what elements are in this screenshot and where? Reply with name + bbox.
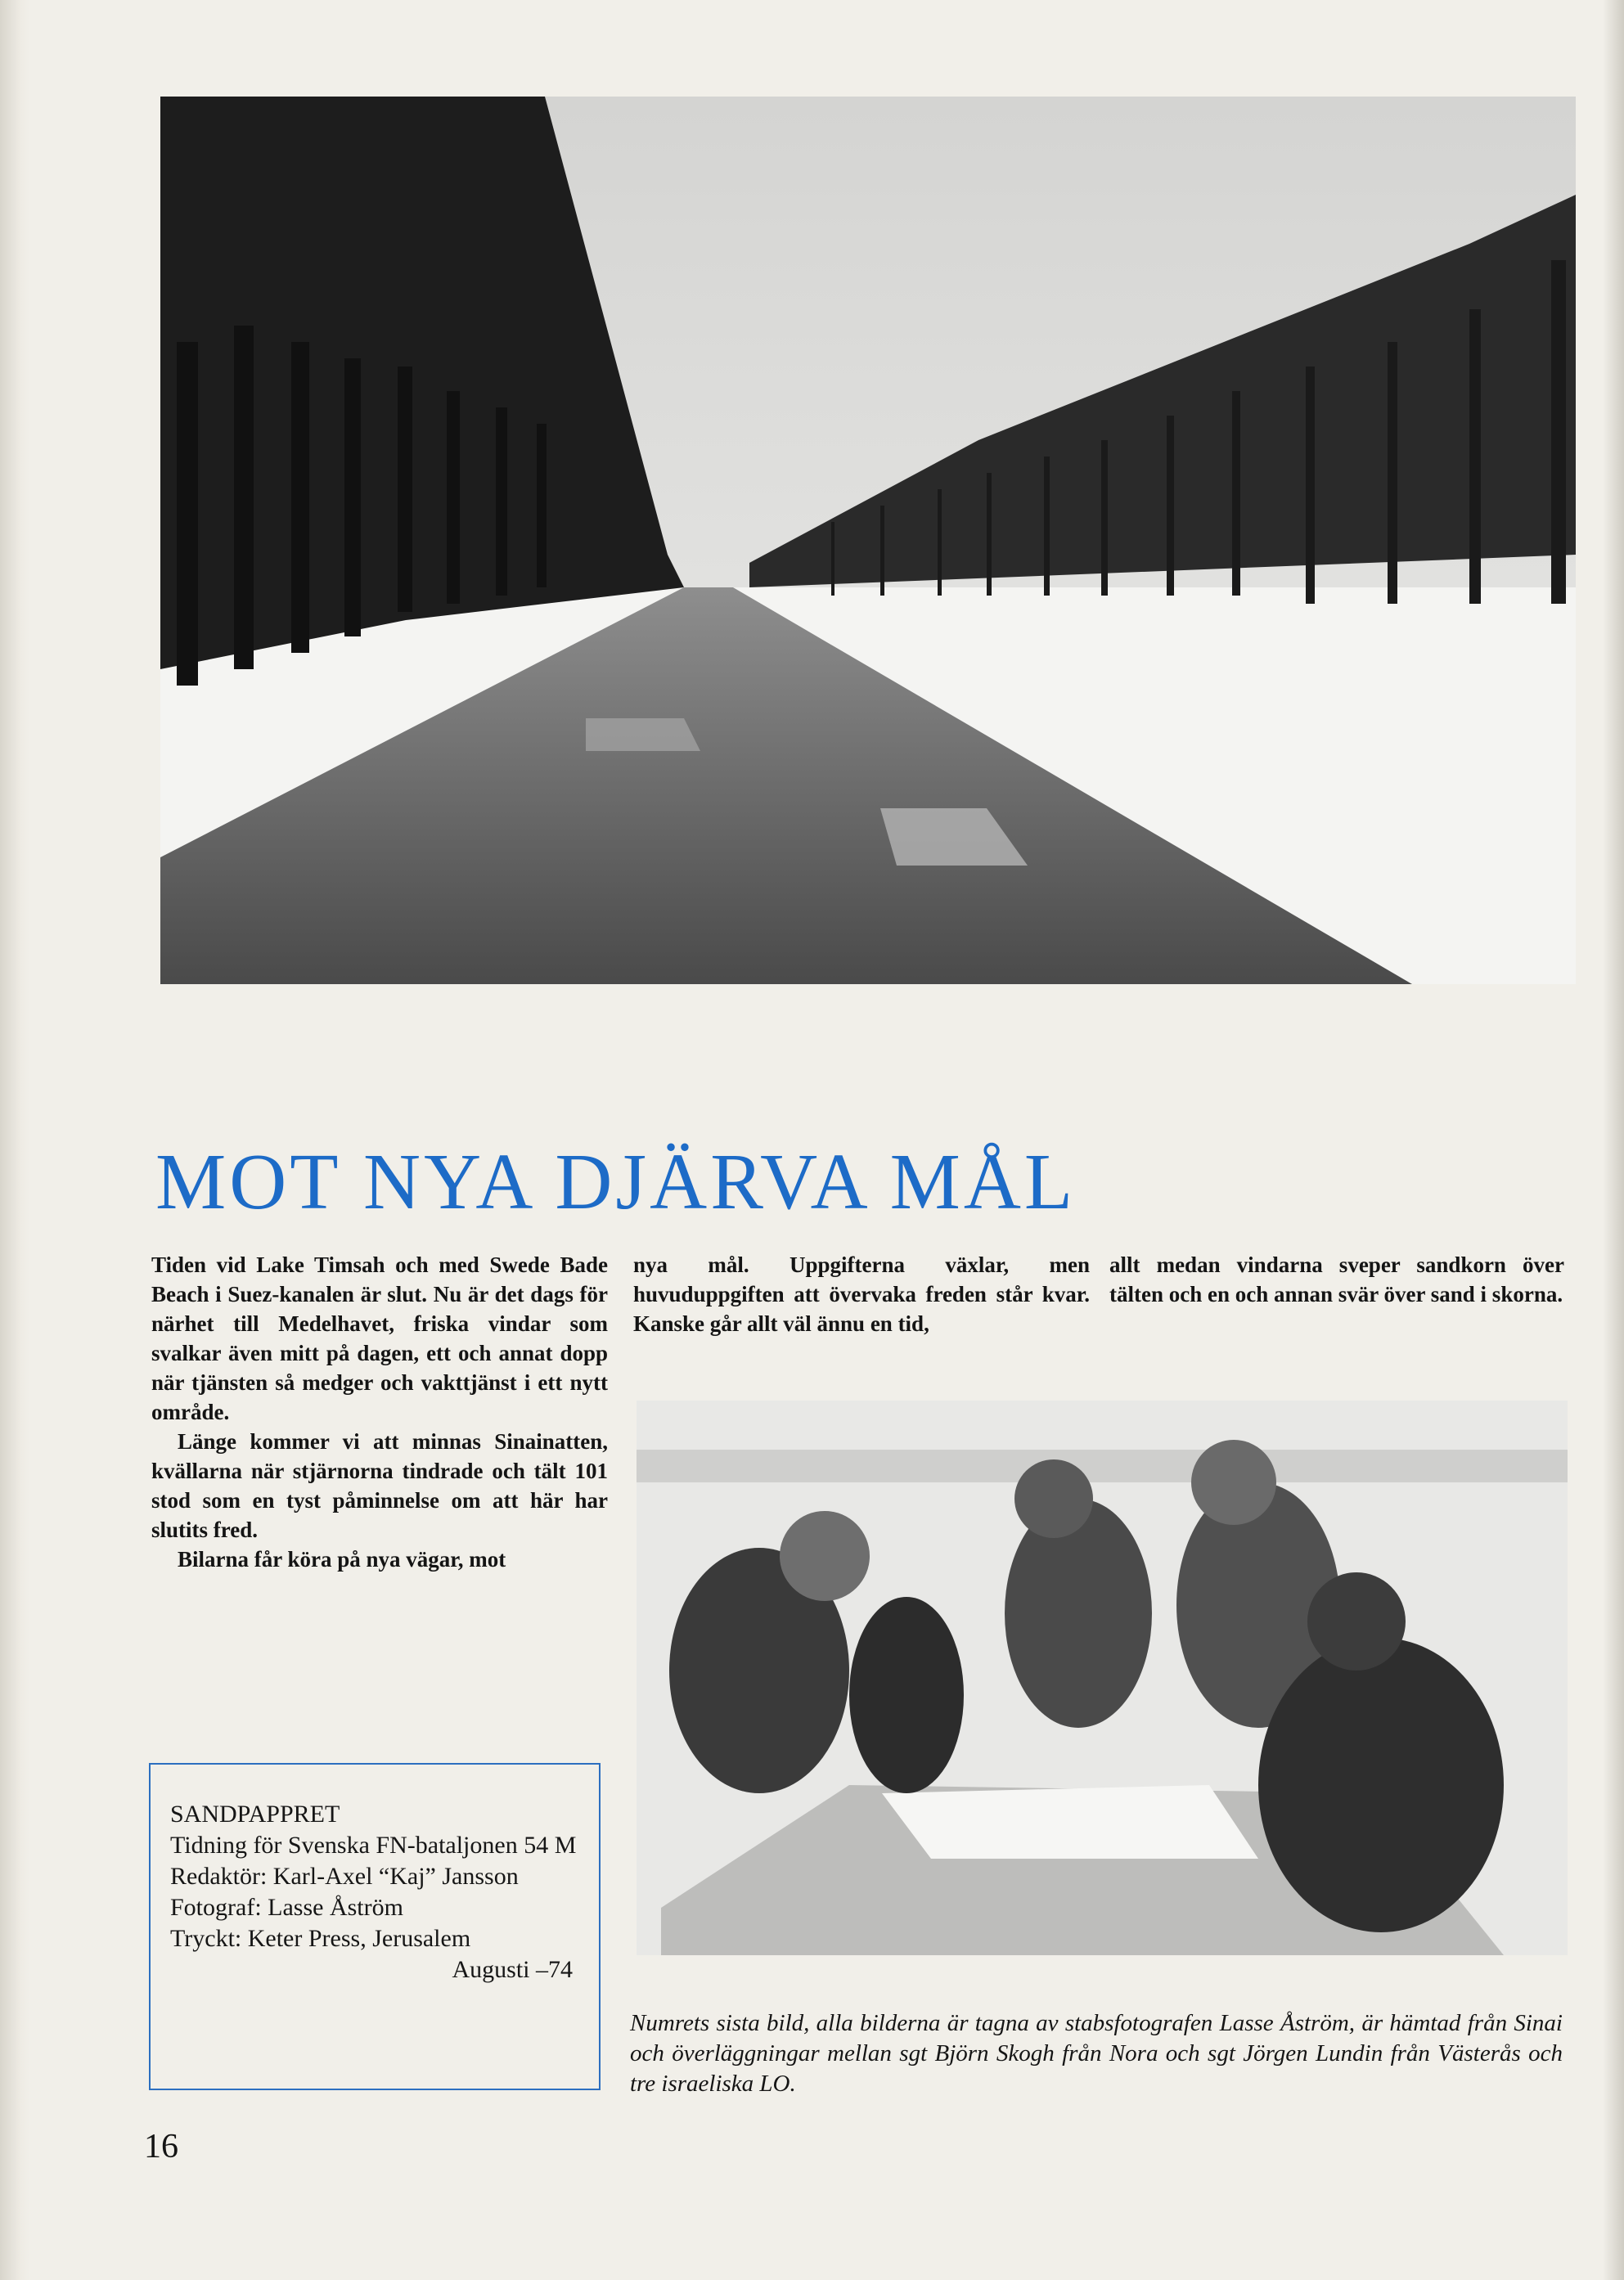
masthead-line: Redaktör: Karl-Axel “Kaj” Jansson xyxy=(170,1863,519,1890)
paragraph: Bilarna får köra på nya vägar, mot xyxy=(178,1547,506,1572)
masthead-line: Tidning för Svenska FN-bataljonen 54 M xyxy=(170,1832,577,1859)
palm-lined-road-photo xyxy=(160,97,1576,984)
soldiers-meeting-illustration xyxy=(637,1401,1568,1955)
article-headline: MOT NYA DJÄRVA MÅL xyxy=(155,1138,1077,1225)
page-number: 16 xyxy=(144,2128,178,2165)
masthead-date: Augusti –74 xyxy=(452,1956,573,1983)
paragraph: nya mål. Uppgifterna växlar, men huvuduppgiften att övervaka freden står kvar. Kanske går allt väl ännu en tid, xyxy=(633,1252,1090,1336)
masthead-box xyxy=(149,1763,601,2090)
text-column-2 xyxy=(633,1250,1090,1338)
page-edge-shadow xyxy=(1603,0,1624,2280)
masthead-line: Tryckt: Keter Press, Jerusalem xyxy=(170,1925,471,1952)
paragraph: Tiden vid Lake Timsah och med Swede Bade Beach i Suez-kanalen är slut. Nu är det dags för närhet till Medelhavet, friska vindar som svalkar även mitt på dagen, ett och annat dopp när tjänsten så medger och vakttjänst i ett nytt område. xyxy=(151,1252,608,1424)
soldiers-map-meeting-photo xyxy=(637,1401,1568,1955)
paragraph: Länge kommer vi att minnas Sinainatten, kvällarna när stjärnorna tindrade och tält 101 stod som en tyst påminnelse om att här har slutits fred. xyxy=(151,1429,608,1542)
text-column-1 xyxy=(151,1250,608,1574)
text-column-3 xyxy=(1109,1250,1564,1309)
paragraph: allt medan vindarna sveper sandkorn över tälten och en och annan svär över sand i skorna. xyxy=(1109,1252,1564,1306)
photo-caption: Numrets sista bild, alla bilderna är tagna av stabsfotografen Lasse Åström, är hämtad från Sinai och överläggningar mellan sgt Björn Skogh från Nora och sgt Jörgen Lundin från Västerås och tre israeliska LO. xyxy=(630,2010,1563,2097)
page-binding-shadow xyxy=(0,0,29,2280)
masthead-line: Fotograf: Lasse Åström xyxy=(170,1894,403,1921)
masthead-title: SANDPAPPRET xyxy=(170,1801,340,1828)
palm-road-illustration xyxy=(160,97,1576,984)
